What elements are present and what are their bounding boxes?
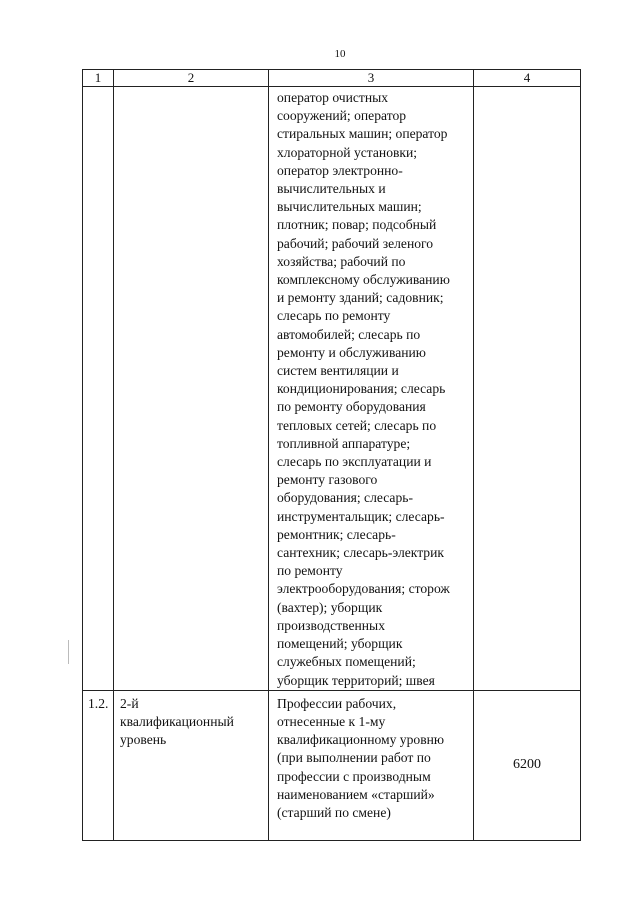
continuation-col-4: [474, 87, 581, 691]
continuation-col-2: [114, 87, 269, 691]
table-row-1-2: [83, 690, 581, 840]
salary-value: 6200: [474, 690, 581, 840]
table-row-continuation: [83, 87, 581, 691]
table-header-row: [83, 70, 581, 87]
qualification-level: 2-й квалификационный уровень: [114, 690, 269, 840]
row-number: 1.2.: [83, 690, 114, 840]
profession-description: Профессии рабочих, отнесенные к 1-му квалификационному уровню (при выполнении работ по профессии с производным наименованием «старший» (старший по смене): [269, 690, 474, 840]
qualification-table: [82, 69, 581, 841]
continuation-professions-list: [269, 87, 474, 691]
continuation-col-1: [83, 87, 114, 691]
professions-list-text: оператор очистных сооружений; оператор стиральных машин; оператор хлораторной установки; оператор электронно- вычислительных и вычислительных машин; плотник; повар; подсобный рабочий; рабочий зеленого хозяйства; рабочий по комплексному обслуживанию и ремонту зданий; садовник; слесарь по ремонту автомобилей; слесарь по ремонту и обслуживанию систем вентиляции и кондиционирования; слесарь по ремонту оборудования тепловых сетей; слесарь по топливной аппаратуре; слесарь по эксплуатации и ремонту газового оборудования; слесарь- инструментальщик; слесарь- ремонтник; слесарь- сантехник; слесарь-электрик по ремонту электрооборудования; сторож (вахтер); уборщик производственных помещений; уборщик служебных помещений; уборщик территорий; швея: [277, 90, 450, 688]
margin-mark: [68, 640, 69, 664]
page-number: 10: [334, 48, 346, 60]
column-header-2: 2: [114, 70, 269, 87]
column-header-1: 1: [83, 70, 114, 87]
column-header-3: 3: [269, 70, 474, 87]
column-header-4: 4: [474, 70, 581, 87]
